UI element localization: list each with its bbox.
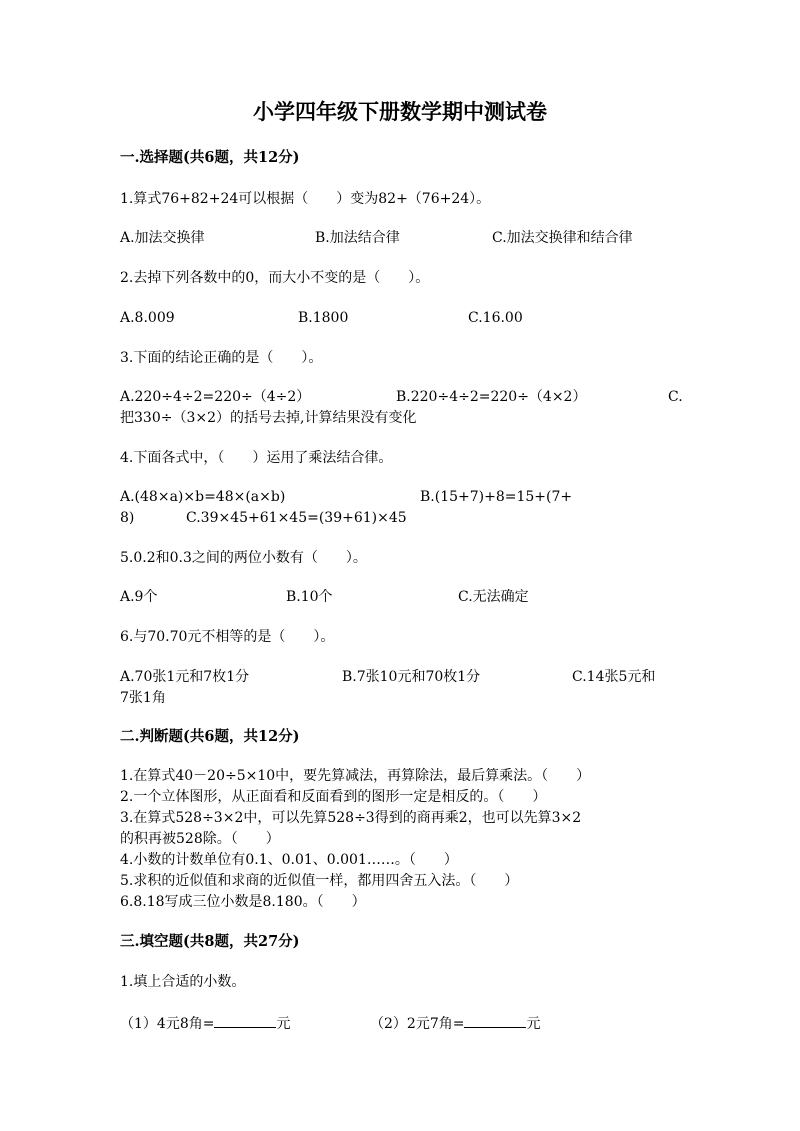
q6-stem: 6.与70.70元不相等的是（ ）。	[120, 629, 335, 645]
q3-stem: 3.下面的结论正确的是（ ）。	[120, 350, 323, 366]
fill-q1-part2-prefix: （2）2元7角=	[370, 1016, 465, 1032]
q4-option-c: C.39×45+61×45=(39+61)×45	[186, 510, 407, 526]
section2-heading: 二.判断题(共6题，共12分)	[120, 728, 300, 745]
fill-q1-part1-unit: 元	[276, 1016, 291, 1032]
q1-option-a: A.加法交换律	[120, 230, 205, 246]
q6-option-b: B.7张10元和70枚1分	[342, 669, 481, 685]
fill-q1-part2	[370, 1013, 540, 1034]
q1-option-c: C.加法交换律和结合律	[492, 230, 633, 246]
q4-stem: 4.下面各式中，（ ）运用了乘法结合律。	[120, 450, 393, 466]
fill-q1-stem: 1.填上合适的小数。	[120, 974, 246, 990]
q2-option-c: C.16.00	[468, 310, 523, 326]
q5-option-b: B.10个	[286, 589, 333, 605]
judge-item: 5.求积的近似值和求商的近似值一样，都用四舍五入法。（ ）	[120, 873, 519, 889]
q3-option-b: B.220÷4÷2=220÷（4×2）	[396, 389, 587, 405]
q4-option-b-line1: B.(15+7)+8=15+(7+	[420, 489, 573, 505]
q3-option-a: A.220÷4÷2=220÷（4÷2）	[120, 389, 311, 405]
q1-stem: 1.算式76+82+24可以根据（ ）变为82+（76+24）。	[120, 191, 491, 207]
q2-option-a: A.8.009	[120, 310, 175, 326]
q4-option-a: A.(48×a)×b=48×(a×b)	[120, 489, 286, 505]
q3-option-c-text: 把330÷（3×2）的括号去掉,计算结果没有变化	[120, 410, 417, 426]
q2-option-b: B.1800	[298, 310, 349, 326]
answer-blank[interactable]	[464, 1013, 526, 1028]
fill-q1-part2-unit: 元	[526, 1016, 541, 1032]
q2-stem: 2.去掉下列各数中的0，而大小不变的是（ ）。	[120, 270, 430, 286]
page-title: 小学四年级下册数学期中测试卷	[253, 99, 547, 124]
judge-item: 6.8.18写成三位小数是8.180。（ ）	[120, 894, 366, 910]
judge-item: 1.在算式40－20÷5×10中，要先算减法，再算除法，最后算乘法。（ ）	[120, 768, 591, 784]
judge-item: 3.在算式528÷3×2中，可以先算528÷3得到的商再乘2，也可以先算3×2	[120, 810, 582, 826]
fill-q1-part1-prefix: （1）4元8角=	[120, 1016, 215, 1032]
q6-option-a: A.70张1元和7枚1分	[120, 669, 250, 685]
answer-blank[interactable]	[214, 1013, 276, 1028]
judge-item: 4.小数的计数单位有0.1、0.01、0.001……。（ ）	[120, 852, 458, 868]
q4-option-b-line2: 8)	[120, 510, 135, 526]
q6-option-c-line2: 7张1角	[120, 690, 166, 706]
q5-stem: 5.0.2和0.3之间的两位小数有（ ）。	[120, 550, 367, 566]
section1-heading: 一.选择题(共6题，共12分)	[120, 149, 300, 166]
judge-item-continued: 的积再被528除。（ ）	[120, 831, 280, 847]
section3-heading: 三.填空题(共8题，共27分)	[120, 933, 300, 950]
judge-item: 2.一个立体图形，从正面看和反面看到的图形一定是相反的。（ ）	[120, 789, 547, 805]
q5-option-a: A.9个	[120, 589, 158, 605]
fill-q1-part1	[120, 1013, 290, 1034]
q5-option-c: C.无法确定	[458, 589, 529, 605]
q1-option-b: B.加法结合律	[315, 230, 400, 246]
q6-option-c-line1: C.14张5元和	[572, 669, 656, 685]
q3-option-c-label: C.	[668, 389, 683, 405]
